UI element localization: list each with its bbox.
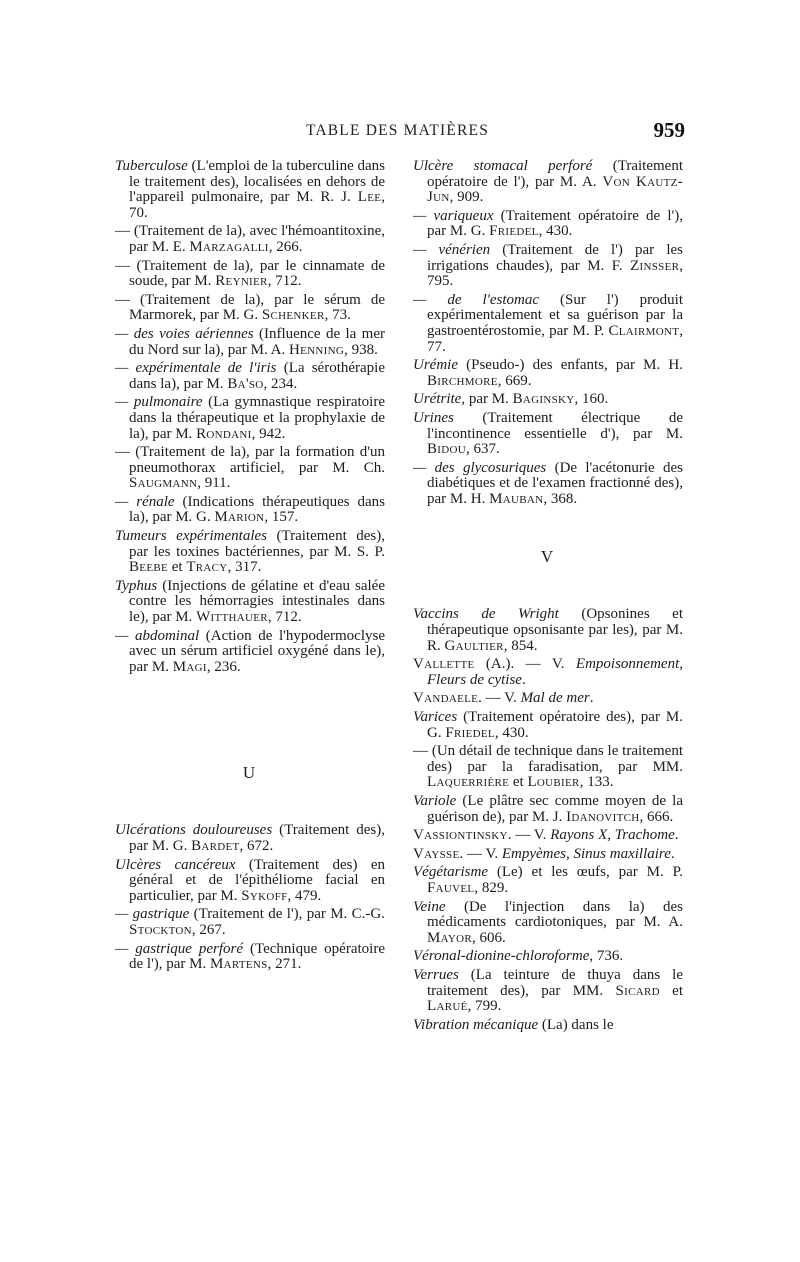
index-entry	[413, 607, 683, 654]
entry-page-ref: , 317.	[227, 559, 262, 576]
entry-page-ref: , 368.	[543, 490, 578, 507]
entry-page-ref: , 942.	[251, 425, 286, 442]
entry-text: . — V.	[459, 845, 502, 862]
entry-page-ref: , 712.	[267, 273, 302, 290]
entry-author: Baginsky	[512, 391, 575, 408]
entry-author: Tracy	[186, 559, 228, 576]
entry-page-ref: , 795.	[427, 257, 683, 290]
entry-page-ref: , 157.	[264, 509, 299, 526]
entry-text: (La) dans le	[538, 1016, 614, 1033]
entry-text: (Traitement opératoire de l'), par M. G.	[427, 207, 683, 240]
index-entry	[115, 529, 385, 576]
entry-page-ref: , 669.	[497, 372, 532, 389]
entry-text: (Traitement de l'), par M. C.-G.	[189, 906, 385, 923]
entry-heading: — pulmonaire	[115, 394, 203, 411]
entry-page-ref: .	[670, 845, 675, 862]
index-entry	[413, 358, 683, 389]
entry-heading: Végétarisme	[413, 864, 488, 881]
index-entry	[413, 710, 683, 741]
entry-text: (La teinture de thuya dans le traitement des), par MM.	[427, 966, 683, 999]
entry-text: (Influence de la mer du Nord sur la), par M. A.	[129, 325, 386, 358]
entry-heading: — des voies aériennes	[115, 325, 254, 342]
entry-heading: Varices	[413, 709, 458, 726]
entry-text: (Traitement opératoire de l'), par M. A.	[427, 158, 683, 190]
entry-page-ref: , 712.	[267, 609, 302, 626]
entry-author: Vallette	[413, 656, 475, 673]
entry-reference: Empoisonnement, Fleurs de cytise	[427, 656, 683, 688]
section-letter-v: V	[540, 547, 556, 567]
entry-text: (Pseudo-) des enfants, par M. H.	[458, 357, 683, 374]
entry-page-ref: , 70.	[129, 189, 385, 221]
index-entry	[413, 243, 683, 290]
entry-heading: Variole	[413, 793, 457, 809]
entry-page-ref: , 133.	[579, 774, 614, 791]
entry-text: ,	[589, 948, 597, 965]
entry-heading: Urines	[413, 409, 454, 426]
entries-t-list	[115, 159, 385, 675]
entry-author: Ba'so	[227, 375, 264, 392]
entry-text: (La gymnastique respiratoire dans la thérapeutique et la prophylaxie de la), par M.	[129, 394, 385, 442]
entry-page-ref: .	[589, 690, 594, 707]
entry-page-ref: , 854.	[503, 637, 538, 654]
entry-heading: Veine	[413, 898, 446, 915]
entry-text: (Traitement électrique de l'incontinence essentielle d'), par M.	[427, 409, 683, 442]
entry-heading: Verrues	[413, 966, 459, 983]
index-entry	[413, 209, 683, 240]
entry-heading: — variqueux	[413, 207, 494, 224]
entry-author: Marzagalli	[189, 238, 269, 255]
entry-text: (Traitement des), par les toxines bactériennes, par M. S. P.	[129, 528, 385, 560]
index-entry	[413, 461, 683, 508]
entry-author: Sicard	[615, 982, 660, 999]
entry-text: — (Traitement de la), avec l'hémoantitoxine, par M. E.	[115, 223, 385, 255]
entry-heading: Typhus	[115, 577, 158, 594]
entry-author: Beebe	[129, 559, 168, 576]
entry-author: Bidou	[427, 441, 466, 458]
entry-author: Loubier	[527, 774, 580, 791]
entry-author: Laquerrière	[427, 774, 510, 791]
entry-author: Vandaele	[413, 690, 479, 707]
index-entry	[413, 828, 683, 844]
entry-page-ref: , 606.	[472, 929, 506, 946]
entry-reference: Rayons X, Trachome	[550, 827, 675, 844]
entry-author: Reynier	[215, 273, 268, 290]
entry-author: Mauban	[489, 490, 544, 507]
entry-heading: Ulcérations douloureuses	[115, 822, 273, 839]
entry-text: . — V.	[478, 690, 521, 707]
entry-text: (Sur l') produit expérimentalement et sa guérison par la gastroentérostomie, par M. P.	[427, 291, 683, 339]
index-entry	[413, 865, 683, 896]
entry-text: — (Traitement de la), par le sérum de Marmorek, par M. G.	[115, 291, 385, 324]
entry-heading: Vaccins de Wright	[413, 606, 559, 623]
index-entry	[115, 858, 385, 905]
page-number: 959	[653, 118, 685, 142]
index-entry	[413, 847, 683, 863]
entry-text: — (Un détail de technique dans le traitement des) par la faradisation, par MM.	[413, 743, 683, 775]
entry-text: (Injections de gélatine et d'eau salée contre les hémorragies intestinales dans le), par M.	[129, 577, 385, 626]
index-entry	[115, 361, 385, 392]
index-entry	[413, 794, 683, 825]
entry-page-ref: , 160.	[574, 391, 609, 408]
entry-text: (De l'acétonurie des diabétiques et de l'examen fractionné des), par M. H.	[427, 459, 683, 507]
entries-u-list	[115, 823, 385, 972]
entry-author: Larué	[427, 998, 468, 1015]
entry-author: Lee	[357, 189, 382, 206]
entry-author: Fauvel	[427, 879, 475, 896]
entry-page-ref: et	[168, 559, 187, 576]
index-entry	[115, 224, 385, 255]
index-entry	[413, 949, 683, 965]
entry-page-ref: , 234.	[263, 375, 298, 392]
index-entry	[413, 744, 683, 791]
index-entry	[413, 159, 683, 206]
entry-text: (La sérothérapie dans la), par M.	[129, 360, 386, 392]
page-header	[110, 118, 685, 148]
entry-text: (Traitement de l') par les irrigations chaudes), par M. F.	[427, 241, 683, 274]
entry-text: — (Traitement de la), par le cinnamate de soude, par M.	[115, 257, 385, 290]
entry-page-ref: , 909.	[449, 189, 484, 206]
entry-page-ref: , 666.	[639, 808, 674, 825]
entry-page-ref: , 73.	[324, 307, 351, 324]
entry-page-ref: , 236.	[206, 658, 241, 675]
right-column	[413, 159, 683, 1036]
entry-author: Sykoff	[241, 887, 288, 904]
entry-page-ref: , 77.	[427, 322, 683, 355]
entry-page-ref: , 267.	[191, 921, 226, 938]
entry-author: Henning	[288, 341, 345, 358]
index-entry	[115, 159, 385, 221]
entry-page-ref: , 938.	[344, 341, 378, 358]
index-entry	[115, 907, 385, 938]
entry-page-ref: et	[659, 982, 684, 999]
entry-page-ref: , 479.	[287, 887, 322, 904]
entry-heading: — abdominal	[115, 627, 200, 644]
entry-author: Clairmont	[608, 322, 680, 339]
index-entry	[115, 629, 385, 676]
entry-reference: Mal de mer	[520, 690, 590, 707]
entry-heading: — gastrique	[115, 906, 190, 923]
entry-author: Magi	[172, 658, 207, 675]
entry-page-ref: , 829.	[474, 879, 509, 896]
entry-page-ref: .	[674, 827, 679, 844]
entry-author: Witthauer	[196, 609, 268, 626]
entry-text: (Action de l'hypodermoclyse avec un sérum artificiel oxygéné dans le), par M.	[129, 627, 385, 675]
entry-author: Saugmann	[129, 475, 198, 492]
entry-author: Rondani	[196, 425, 252, 442]
entry-reference: Empyèmes, Sinus maxillaire	[501, 845, 671, 862]
entry-text: (Indications thérapeutiques dans la), par M. G.	[129, 493, 385, 526]
entry-page-ref: .	[521, 671, 526, 688]
entry-text: (Traitement des), par M. G.	[129, 822, 385, 854]
index-entry	[115, 259, 385, 290]
index-entry	[413, 392, 683, 408]
index-entry	[115, 495, 385, 526]
entry-text: (A.). — V.	[474, 656, 576, 673]
entry-heading: — de l'estomac	[413, 291, 539, 308]
entry-text: , par M.	[461, 391, 513, 408]
entry-author: Zinsser	[630, 257, 680, 274]
entry-text: — (Traitement de la), par la formation d'un pneumothorax artificiel, par M. Ch.	[115, 444, 385, 476]
entry-author: Vaysse	[413, 845, 460, 862]
running-title: TABLE DES MATIÈRES	[305, 122, 490, 139]
index-entry	[413, 691, 683, 707]
entry-author: Marion	[214, 509, 265, 526]
entry-heading: Tuberculose	[115, 158, 188, 174]
entry-text: (Traitement opératoire des), par M. G.	[427, 709, 683, 741]
section-letter-u: U	[242, 763, 258, 783]
entry-author: Friedel	[489, 223, 539, 240]
left-column	[115, 159, 385, 976]
entry-author: Friedel	[445, 724, 495, 741]
entry-text: (L'emploi de la tuberculine dans le traitement des), localisées en dehors de l'appareil pulmonaire, par M. R. J.	[129, 158, 386, 206]
index-entry	[115, 823, 385, 854]
index-entry	[413, 293, 683, 355]
index-entry	[115, 327, 385, 358]
entry-author: Idanovitch	[566, 808, 640, 825]
index-entry	[115, 293, 385, 324]
entry-author: Stockton	[129, 921, 192, 938]
entry-author: Birchmore	[427, 372, 498, 389]
entry-author: Von Kautz-Jun	[427, 173, 683, 206]
entry-page-ref: , 430.	[538, 223, 573, 240]
entry-heading: Ulcères cancéreux	[115, 856, 236, 873]
index-entry	[413, 968, 683, 1015]
index-entry	[115, 579, 385, 626]
index-entry	[115, 445, 385, 492]
entry-text: (Le plâtre sec comme moyen de la guérison de), par M. J.	[427, 793, 683, 825]
index-entry	[413, 657, 683, 688]
entry-heading: — rénale	[115, 493, 175, 510]
entry-text: (De l'injection dans la) des médicaments cardiotoniques, par M. A.	[427, 898, 683, 931]
entry-heading: Urétrite	[413, 391, 462, 408]
entry-text: (Traitement des) en général et de l'épithéliome facial en particulier, par M.	[129, 856, 385, 904]
entry-heading: Ulcère stomacal perforé	[413, 158, 593, 174]
entry-heading: — des glycosuriques	[413, 459, 547, 476]
entry-author: Vassiontinsky	[413, 827, 508, 844]
entry-heading: Tumeurs expérimentales	[115, 528, 267, 545]
entry-author: Gaultier	[444, 637, 504, 654]
entry-page-ref: , 672.	[239, 838, 274, 854]
entry-text: . — V.	[507, 827, 551, 844]
entry-page-ref: , 266.	[268, 238, 303, 255]
entry-page-ref: , 271.	[267, 956, 302, 973]
entry-page-ref: , 799.	[467, 998, 502, 1015]
entry-heading: Urémie	[413, 357, 458, 374]
entry-page-ref: , 911.	[197, 475, 231, 492]
entry-heading: — expérimentale de l'iris	[115, 360, 277, 377]
entries-v-list	[413, 607, 683, 1033]
entry-author: Bardet	[191, 838, 240, 854]
index-entry	[115, 395, 385, 442]
entry-heading: — gastrique perforé	[115, 940, 244, 957]
entry-text: (Le) et les œufs, par M. P.	[487, 864, 683, 881]
entry-heading: Véronal-dionine-chloroforme	[413, 948, 590, 965]
index-entry	[413, 1018, 683, 1034]
entries-u-continued-list	[413, 159, 683, 507]
entry-page-ref: , 430.	[494, 724, 529, 741]
entry-page-ref: 736.	[596, 948, 624, 965]
entry-text: (Opsonines et thérapeutique opsonisante par les), par M. R.	[427, 606, 683, 654]
index-entry	[413, 900, 683, 947]
entry-text: (Technique opératoire de l'), par M.	[129, 940, 385, 973]
entry-heading: Vibration mécanique	[413, 1016, 539, 1033]
entry-page-ref: et	[509, 774, 528, 791]
entry-heading: — vénérien	[413, 241, 491, 258]
entry-page-ref: , 637.	[466, 441, 500, 458]
entry-author: Mayor	[427, 929, 472, 946]
index-entry	[413, 411, 683, 458]
index-entry	[115, 942, 385, 973]
entry-author: Schenker	[261, 307, 325, 324]
entry-author: Martens	[210, 956, 268, 973]
